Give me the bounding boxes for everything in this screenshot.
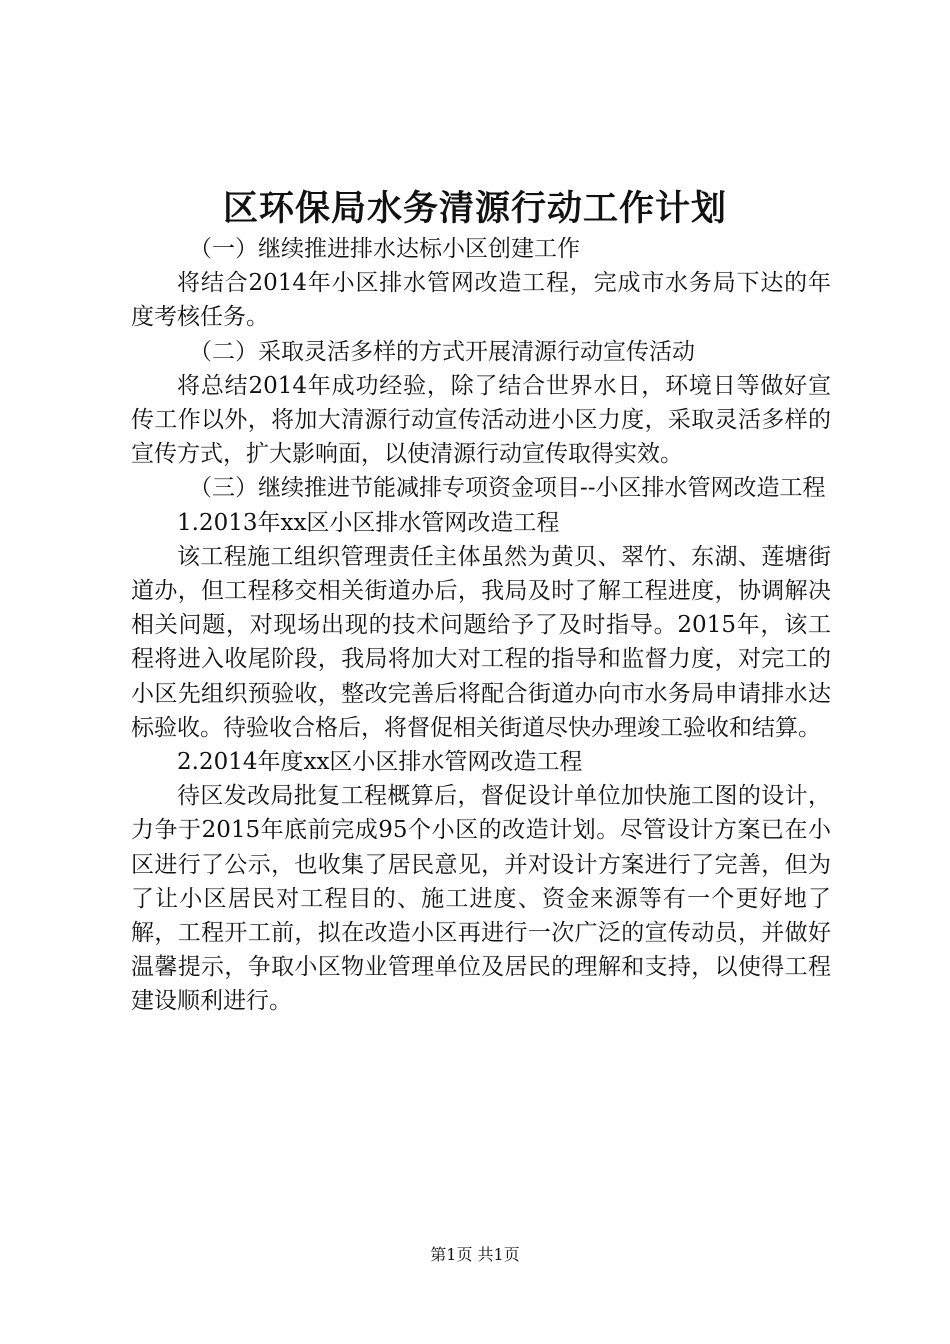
document-title: 区环保局水务清源行动工作计划 <box>222 188 727 229</box>
subheading-2: 2.2014年度xx区小区排水管网改造工程 <box>177 749 583 776</box>
paragraph-1: 将结合2014年小区排水管网改造工程，完成市水务局下达的年度考核任务。 <box>131 270 831 331</box>
section-heading-3: （三）继续推进节能减排专项资金项目--小区排水管网改造工程 <box>189 475 826 502</box>
section-heading-2: （二）采取灵活多样的方式开展清源行动宣传活动 <box>189 338 695 365</box>
subheading-1: 1.2013年xx区小区排水管网改造工程 <box>177 509 560 536</box>
paragraph-2: 将总结2014年成功经验，除了结合世界水日，环境日等做好宣传工作以外，将加大清源行动宣传活动进小区力度，采取灵活多样的宣传方式，扩大影响面，以使清源行动宣传取得实效。 <box>131 372 831 468</box>
page-number: 第1页 共1页 <box>430 1245 520 1264</box>
paragraph-3: 该工程施工组织管理责任主体虽然为黄贝、翠竹、东湖、莲塘街道办，但工程移交相关街道办后，我局及时了解工程进度，协调解决相关问题，对现场出现的技术问题给予了及时指导。2015年，该工程将进入收尾阶段，我局将加大对工程的指导和监督力度，对完工的小区先组织预验收，整改完善后将配合街道办向市水务局申请排水达标验收。待验收合格后，将督促相关街道尽快办理竣工验收和结算。 <box>131 543 831 741</box>
paragraph-4: 待区发改局批复工程概算后，督促设计单位加快施工图的设计，力争于2015年底前完成95个小区的改造计划。尽管设计方案已在小区进行了公示，也收集了居民意见，并对设计方案进行了完善，但为了让小区居民对工程目的、施工进度、资金来源等有一个更好地了解，工程开工前，拟在改造小区再进行一次广泛的宣传动员，并做好温馨提示，争取小区物业管理单位及居民的理解和支持，以使得工程建设顺利进行。 <box>131 783 831 1015</box>
document-body <box>131 232 831 1019</box>
section-heading-1: （一）继续推进排水达标小区创建工作 <box>189 236 580 262</box>
